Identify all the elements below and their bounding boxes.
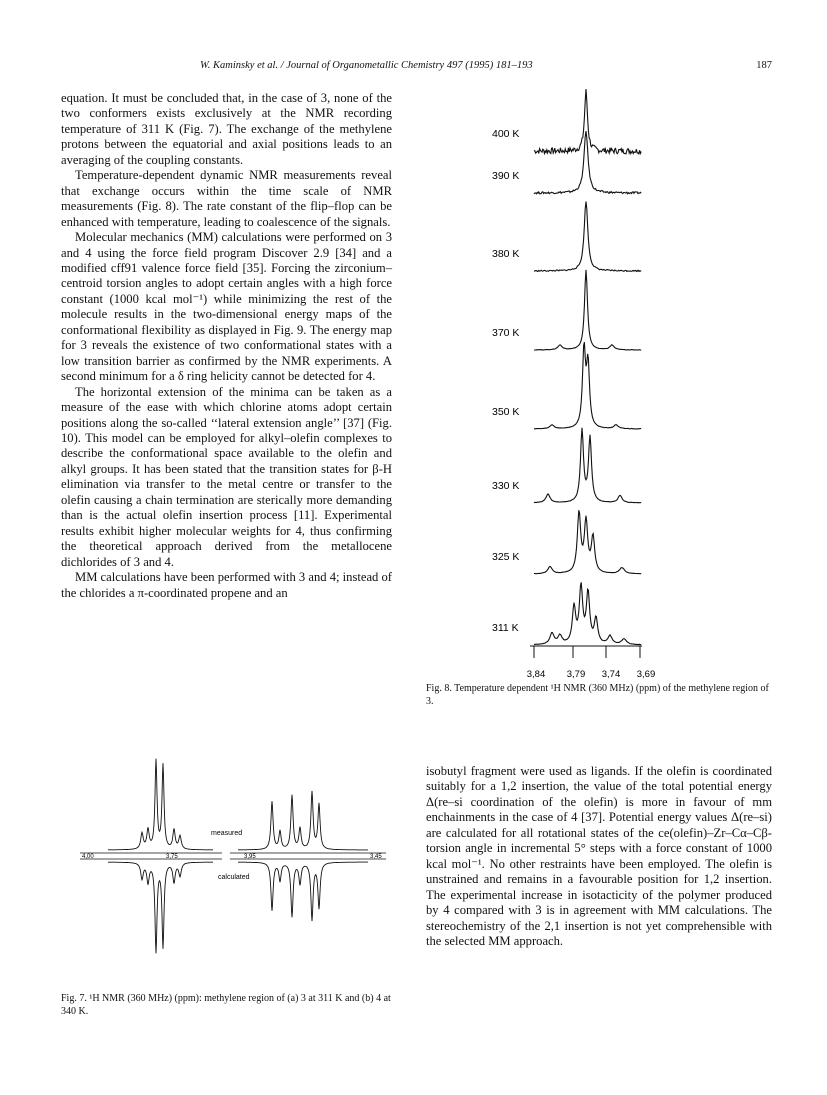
fig8-spectrum-trace	[534, 270, 641, 350]
left-text-column	[61, 91, 392, 601]
fig7-tick-label: 3,95	[244, 854, 256, 860]
running-header	[60, 60, 772, 76]
fig7-axis-b	[230, 853, 386, 860]
fig7-tick-label: 4,00	[82, 854, 94, 860]
fig8-temperature-label: 325 K	[492, 551, 520, 563]
paragraph: The horizontal extension of the minima can be taken as a measure of the ease with which chlorine atoms adopt certain positions along the so-called ‘‘lateral extension angle’’ [37] (Fig. 10). This model can be employed for alkyl–olefin complexes to describe the conformational space available to the olefin and alkyl groups. It has been stated that the transition states for β-H elimination via transfer to the metal centre or transfer to the olefin causing a chain termination are sterically more demanding than is the actual olefin insertion process [11]. Experimental results exhibit higher molecular weights for 4, thus confirming the theoretical approach derived from the metallocene dichlorides of 3 and 4.	[61, 384, 392, 569]
fig7-measured-trace-a	[108, 759, 213, 850]
fig8-spectrum-trace	[534, 510, 641, 574]
fig8-tick-label: 3,74	[601, 669, 621, 680]
paragraph: isobutyl fragment were used as ligands. If the olefin is coordinated suitably for a 1,2 insertion, the value of the total potential energy Δ(re–si coordination of the olefin) is more in favour of mm enchainments in the case of 4 [37]. Potential energy values Δ(re–si) are calculated for all rotational states of the ce(olefin)–Zr–Cα–Cβ-torsion angle in incremental 5° steps with a force constant of 1000 kcal mol⁻¹. No other restraints have been employed. The olefin is unstrained and remains in a favourable position for 1,2 insertion. The experimental increase in isotacticity of the polymer produced by 4 compared with 3 is in agreement with MM calculations. The stereochemistry of the 2,1 insertion is not yet comprehensible with the selected MM approach.	[426, 764, 772, 948]
fig8-spectrum-trace	[534, 202, 641, 272]
paragraph: equation. It must be concluded that, in the case of 3, none of the two conformers exists exclusively at the NMR recording temperature of 311 K (Fig. 7). The exchange of the methylene protons between the equatorial and axial positions leads to an averaging of the coupling constants.	[61, 91, 392, 167]
fig8-temperature-label: 380 K	[492, 248, 520, 260]
fig8-spectrum-trace	[534, 582, 641, 644]
fig8-tick-label: 3,84	[526, 669, 546, 680]
fig8-axis	[527, 646, 656, 680]
fig8-spectra	[490, 85, 670, 680]
fig7-tick-label: 3,45	[370, 854, 382, 860]
fig8-temperature-label: 390 K	[492, 170, 520, 182]
fig8-tick-label: 3,69	[636, 669, 656, 680]
fig7-calculated-trace-b	[238, 862, 368, 921]
paragraph: Molecular mechanics (MM) calculations were performed on 3 and 4 using the force field program Discover 2.9 [34] and a modified cff91 valence force field [35]. Forcing the zirconium–centroid torsion angles to adopt certain angles with a high force constant (1000 kcal mol⁻¹) while minimizing the rest of the molecule results in the two-dimensional energy maps of the conformational flexibility as displayed in Fig. 9. The energy map for 3 reveals the existence of two conformational states with a low transition barrier as confirmed by the NMR experiments. A second minimum for a δ ring helicity cannot be detected for 4.	[61, 230, 392, 384]
fig7-axis-a	[80, 853, 222, 860]
fig7-label-measured: measured	[211, 830, 243, 837]
page-number: 187	[756, 60, 772, 71]
fig7-label-calculated: calculated	[218, 874, 250, 881]
fig7-calculated-trace-a	[108, 862, 213, 953]
fig8-temperature-label: 370 K	[492, 327, 520, 339]
paragraph: Temperature-dependent dynamic NMR measurements reveal that exchange occurs within the time scale of NMR measurements (Fig. 8). The rate constant of the flip–flop can be enhanced with temperature, leading to coalescence of the signals.	[61, 168, 392, 229]
fig7-tick-label: 3,75	[166, 854, 178, 860]
fig7-traces	[108, 759, 368, 954]
fig8-temperature-label: 400 K	[492, 128, 520, 140]
fig8-caption: Fig. 8. Temperature dependent ¹H NMR (360 MHz) (ppm) of the methylene region of 3.	[426, 683, 769, 707]
fig8-temperature-label: 311 K	[492, 622, 519, 634]
fig8-traces	[492, 89, 641, 645]
journal-title: W. Kaminsky et al. / Journal of Organometallic Chemistry 497 (1995) 181–193	[200, 60, 533, 71]
fig8-temperature-label: 350 K	[492, 406, 520, 418]
fig8-spectrum-trace	[534, 131, 641, 194]
right-text-column	[426, 764, 772, 949]
paragraph: MM calculations have been performed with 3 and 4; instead of the chlorides a π-coordinated propene and an	[61, 570, 392, 600]
fig7-spectra	[78, 758, 408, 986]
fig8-spectrum-trace	[534, 428, 641, 503]
fig7-caption: Fig. 7. ¹H NMR (360 MHz) (ppm): methylene region of (a) 3 at 311 K and (b) 4 at 340 K.	[61, 993, 391, 1017]
fig7-measured-trace-b	[238, 791, 368, 850]
fig8-temperature-label: 330 K	[492, 480, 520, 492]
fig8-tick-label: 3,79	[566, 669, 586, 680]
fig8-spectrum-trace	[534, 342, 641, 429]
